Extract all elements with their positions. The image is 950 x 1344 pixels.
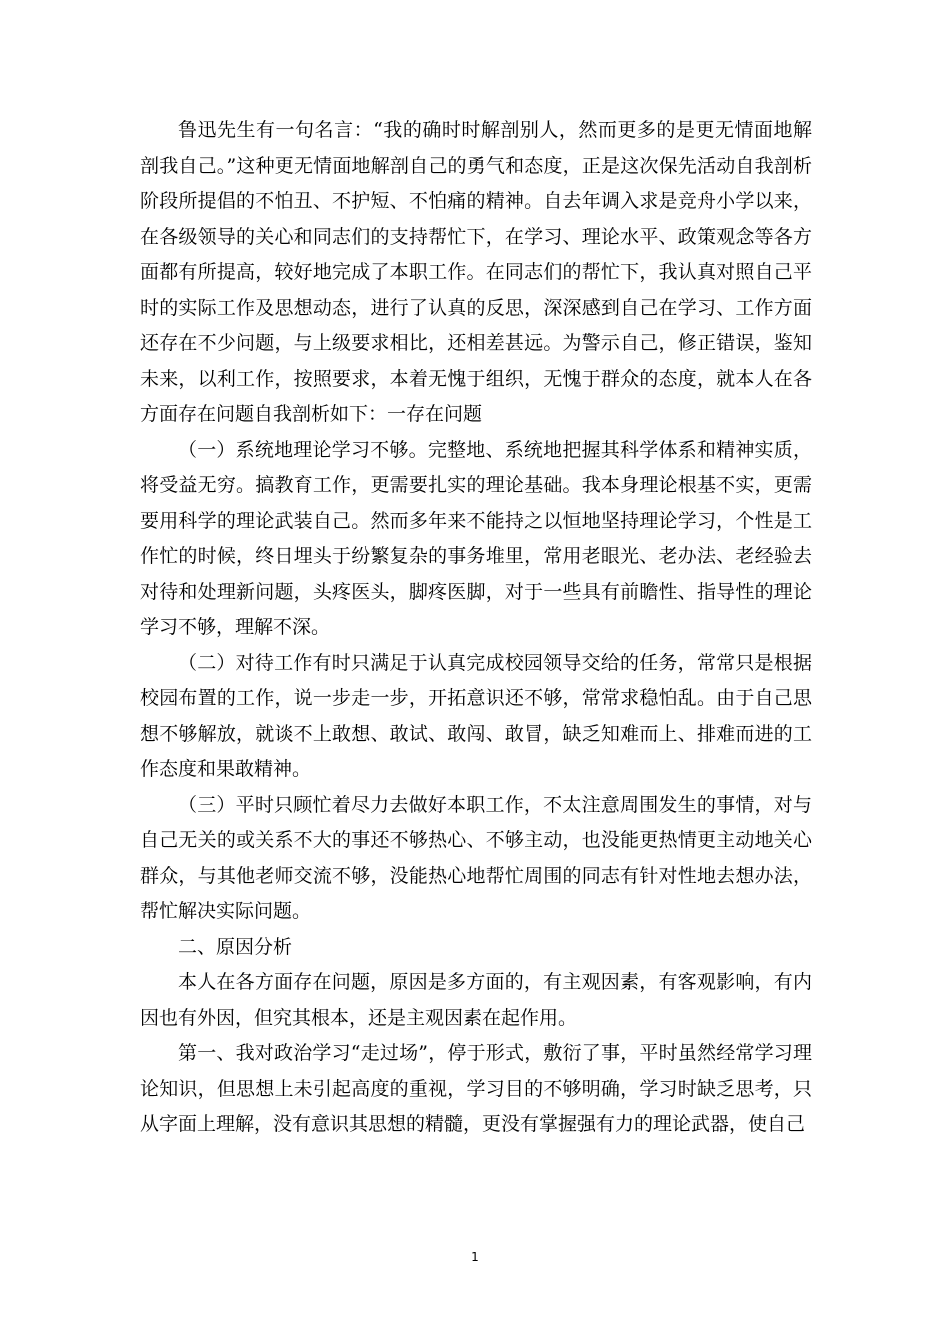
paragraph-issue-1: （一）系统地理论学习不够。完整地、系统地把握其科学体系和精神实质，将受益无穷。搞教育工作，更需要扎实的理论基础。我本身理论根基不实，更需要用科学的理论武装自己。然而多年来不能持之以恒地坚持理论学习，个性是工作忙的时候，终日埋头于纷繁复杂的事务堆里，常用老眼光、老办法、老经验去对待和处理新问题，头疼医头，脚疼医脚，对于一些具有前瞻性、指导性的理论学习不够，理解不深。 — [140, 438, 812, 638]
paragraph-issue-3: （三）平时只顾忙着尽力去做好本职工作，不太注意周围发生的事情，对与自己无关的或关系不大的事还不够热心、不够主动，也没能更热情更主动地关心群众，与其他老师交流不够，没能热心地帮忙周围的同志有针对性地去想办法，帮忙解决实际问题。 — [140, 793, 812, 922]
page-number: 1 — [471, 1250, 479, 1264]
section-heading-cause-analysis: 二、原因分析 — [178, 935, 293, 958]
paragraph-cause-summary: 本人在各方面存在问题，原因是多方面的，有主观因素，有客观影响，有内因也有外因，但究其根本，还是主观因素在起作用。 — [140, 971, 812, 1029]
paragraph-cause-1: 第一、我对政治学习“走过场”，停于形式，敷衍了事，平时虽然经常学习理论知识，但思想上未引起高度的重视，学习目的不够明确，学习时缺乏思考，只从字面上理解，没有意识其思想的精髓，更没有掌握强有力的理论武器，使自己 — [140, 1042, 812, 1135]
paragraph-intro: 鲁迅先生有一句名言：“我的确时时解剖别人，然而更多的是更无情面地解剖我自己。”这种更无情面地解剖自己的勇气和态度，正是这次保先活动自我剖析阶段所提倡的不怕丑、不护短、不怕痛的精神。自去年调入求是竞舟小学以来，在各级领导的关心和同志们的支持帮忙下，在学习、理论水平、政策观念等各方面都有所提高，较好地完成了本职工作。在同志们的帮忙下，我认真对照自己平时的实际工作及思想动态，进行了认真的反思，深深感到自己在学习、工作方面还存在不少问题，与上级要求相比，还相差甚远。为警示自己，修正错误，鉴知未来，以利工作，按照要求，本着无愧于组织，无愧于群众的态度，就本人在各方面存在问题自我剖析如下：一存在问题 — [140, 119, 812, 425]
paragraph-issue-2: （二）对待工作有时只满足于认真完成校园领导交给的任务，常常只是根据校园布置的工作，说一步走一步，开拓意识还不够，常常求稳怕乱。由于自己思想不够解放，就谈不上敢想、敢试、敢闯、敢冒，缺乏知难而上、排难而进的工作态度和果敢精神。 — [140, 651, 812, 780]
document-body — [140, 113, 812, 1143]
